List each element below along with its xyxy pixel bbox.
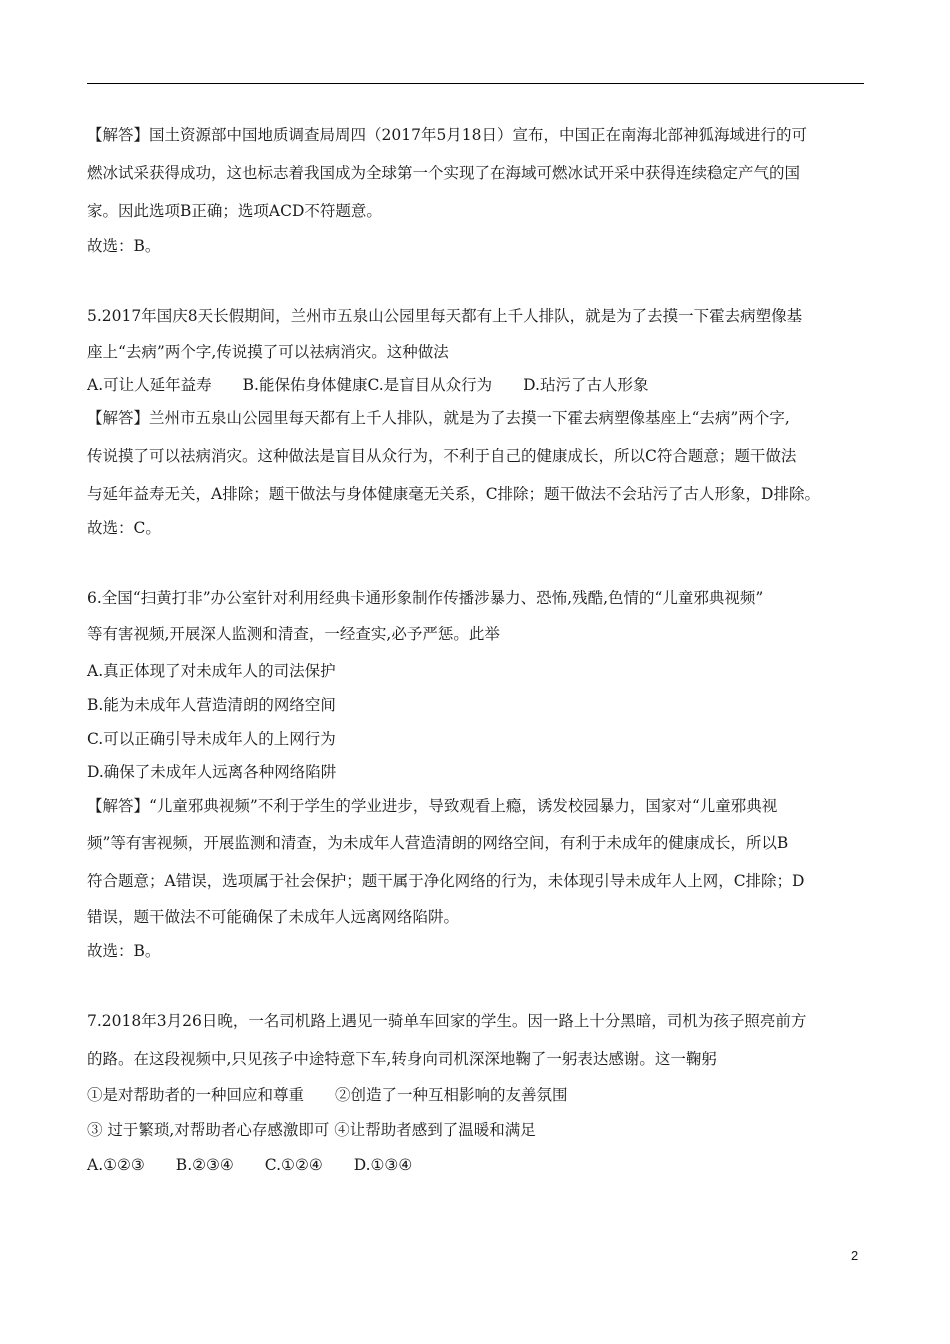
q6-analysis-line-1: 【解答】“儿童邪典视频”不利于学生的学业进步，导致观看上瘾，诱发校园暴力，国家对“儿童邪典视	[87, 797, 778, 815]
q7-stem-line-2: 的路。在这段视频中,只见孩子中途特意下车,转身向司机深深地鞠了一躬表达感谢。这一鞠躬	[87, 1050, 717, 1068]
q5-analysis-line-2: 传说摸了可以祛病消灾。这种做法是盲目从众行为，不利于自己的健康成长，所以C符合题意；题干做法	[87, 447, 797, 465]
page-number: 2	[851, 1248, 859, 1263]
q4-analysis-line-2: 燃冰试采获得成功，这也标志着我国成为全球第一个实现了在海域可燃冰试开采中获得连续稳定产气的国	[87, 164, 801, 182]
q6-analysis-line-2: 频”等有害视频，开展监测和清查，为未成年人营造清朗的网络空间，有利于未成年的健康成长，所以B	[87, 834, 789, 852]
q7-options: A.①②③ B.②③④ C.①②④ D.①③④	[87, 1156, 413, 1174]
q6-stem-line-2: 等有害视频,开展深人监测和清查，一经查实,必予严惩。此举	[87, 625, 500, 643]
q5-options: A.可让人延年益寿 B.能保佑身体健康C.是盲目从众行为 D.玷污了古人形象	[87, 376, 649, 394]
q4-analysis-line-3: 家。因此选项B正确；选项ACD不符题意。	[87, 202, 382, 220]
q5-stem-line-2: 座上“去病”两个字,传说摸了可以祛病消灾。这种做法	[87, 343, 449, 361]
q7-statement-line-1: ①是对帮助者的一种回应和尊重 ②创造了一种互相影响的友善氛围	[87, 1086, 568, 1104]
q7-stem-line-1: 7.2018年3月26日晚，一名司机路上遇见一骑单车回家的学生。因一路上十分黑暗，司机为孩子照亮前方	[87, 1012, 807, 1030]
q6-option-c: C.可以正确引导未成年人的上网行为	[87, 730, 336, 748]
q5-analysis-line-1: 【解答】兰州市五泉山公园里每天都有上千人排队，就是为了去摸一下霍去病塑像基座上“去病”两个字,	[87, 409, 790, 427]
q5-conclusion: 故选：C。	[87, 519, 161, 537]
q5-stem-line-1: 5.2017年国庆8天长假期间，兰州市五泉山公园里每天都有上千人排队，就是为了去摸一下霍去病塑像基	[87, 307, 803, 325]
q4-analysis-line-1: 【解答】国土资源部中国地质调查局周四（2017年5月18日）宣布，中国正在南海北部神狐海域进行的可	[87, 126, 808, 144]
q6-conclusion: 故选：B。	[87, 942, 161, 960]
q6-option-d: D.确保了未成年人远离各种网络陷阱	[87, 763, 337, 781]
q6-stem-line-1: 6.全国“扫黄打非”办公室针对利用经典卡通形象制作传播涉暴力、恐怖,残酷,色情的“儿童邪典视频”	[87, 589, 764, 607]
q6-option-b: B.能为未成年人营造清朗的网络空间	[87, 696, 336, 714]
q7-statement-line-2: ③ 过于繁琐,对帮助者心存感激即可 ④让帮助者感到了温暖和满足	[87, 1121, 536, 1139]
q4-conclusion: 故选：B。	[87, 237, 161, 255]
q5-analysis-line-3: 与延年益寿无关，A排除；题干做法与身体健康毫无关系，C排除；题干做法不会玷污了古人形象，D排除。	[87, 485, 820, 503]
q6-option-a: A.真正体现了对未成年人的司法保护	[87, 662, 336, 680]
q6-analysis-line-3: 符合题意；A错误，选项属于社会保护；题干属于净化网络的行为，未体现引导未成年人上网，C排除；D	[87, 872, 805, 890]
q6-analysis-line-4: 错误，题干做法不可能确保了未成年人远离网络陷阱。	[87, 908, 460, 926]
header-rule	[87, 83, 864, 84]
